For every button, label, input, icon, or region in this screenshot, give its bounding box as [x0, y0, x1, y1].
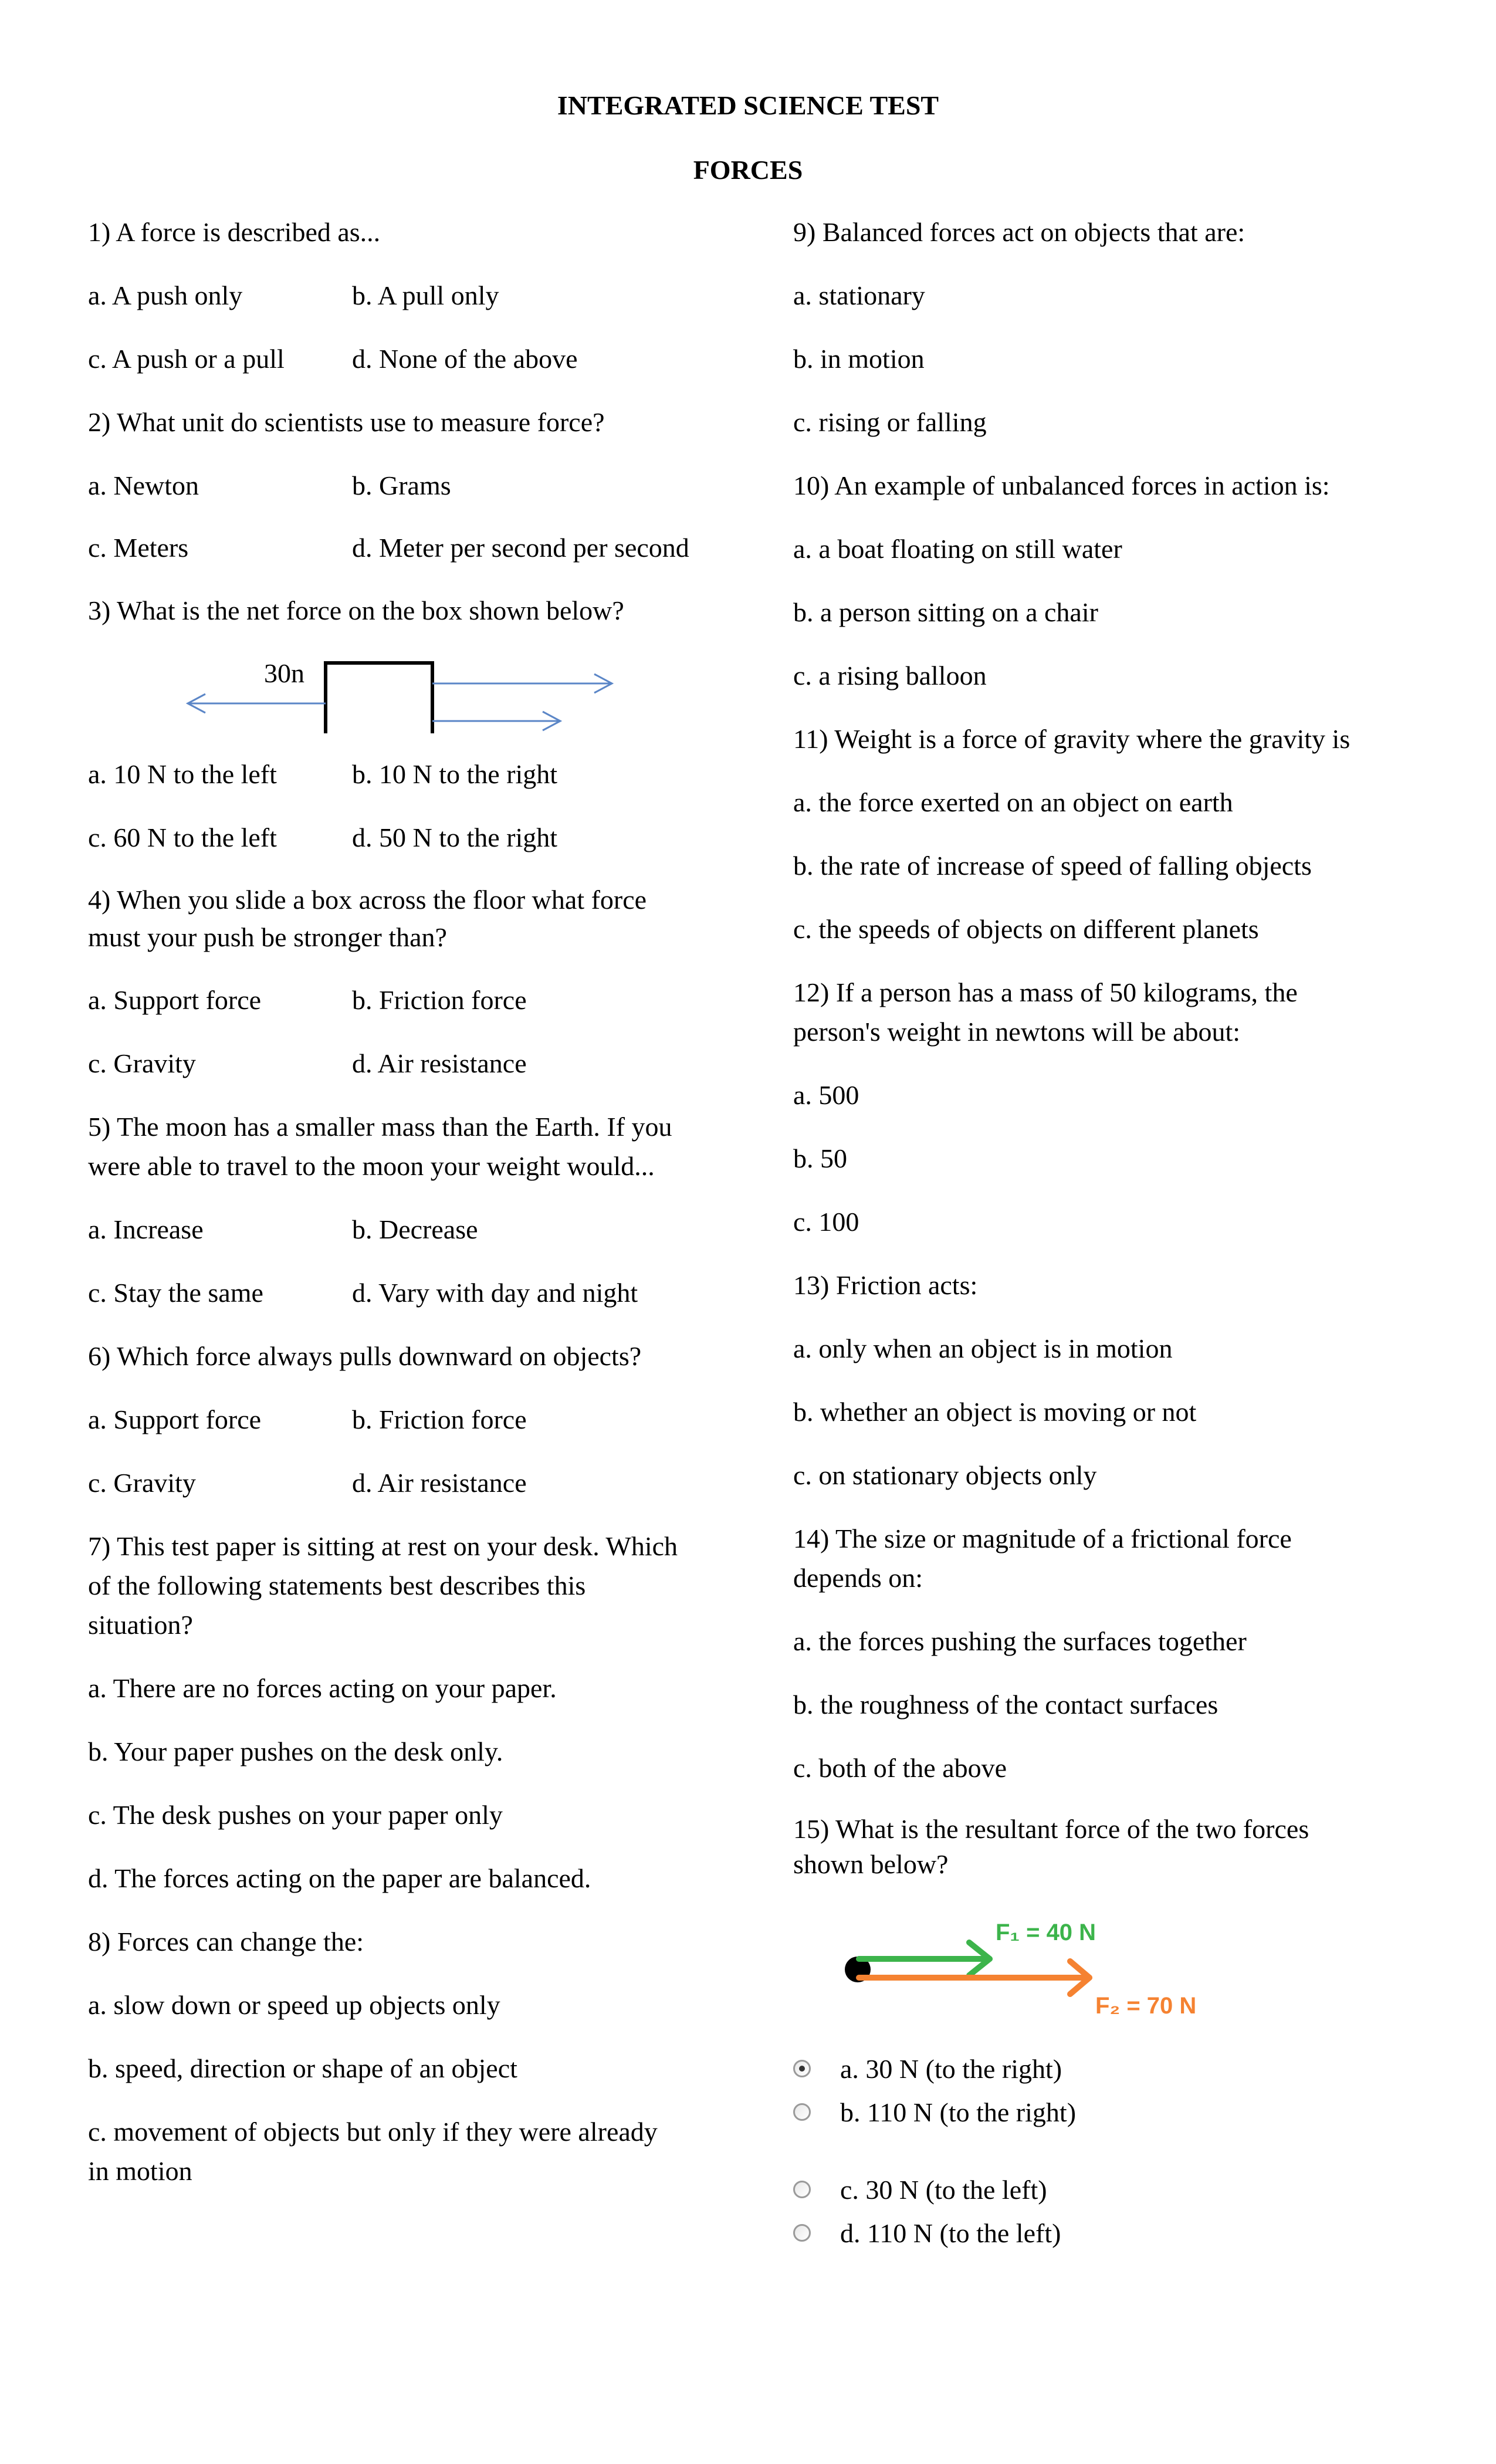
- option-d[interactable]: d. The forces acting on the paper are balanced.: [88, 1863, 591, 1893]
- option-a[interactable]: a. only when an object is in motion: [793, 1333, 1173, 1363]
- option-a[interactable]: a. stationary: [793, 280, 925, 310]
- option-a-label: a. 30 N (to the right): [840, 2053, 1062, 2084]
- f2-arrow: [859, 1961, 1089, 1994]
- option-b[interactable]: b. speed, direction or shape of an object: [88, 2053, 517, 2083]
- answer-option-c[interactable]: [793, 2168, 1439, 2211]
- radio-button[interactable]: [793, 2060, 811, 2077]
- option-b[interactable]: b. the roughness of the contact surfaces: [793, 1690, 1219, 1720]
- option-c[interactable]: c. Meters: [88, 533, 189, 563]
- right-arrow-top: [432, 674, 612, 693]
- option-c[interactable]: c. 60 N to the left: [88, 823, 277, 852]
- option-b-label: b. 110 N (to the right): [840, 2097, 1077, 2127]
- answer-option-d[interactable]: [793, 2211, 1439, 2255]
- option-b[interactable]: b. A pull only: [352, 280, 499, 310]
- answer-option-a[interactable]: [793, 2047, 1439, 2090]
- option-d[interactable]: d. Vary with day and night: [352, 1278, 638, 1308]
- question-10: 10) An example of unbalanced forces in action is:: [793, 471, 1330, 500]
- option-c[interactable]: c. the speeds of objects on different planets: [793, 914, 1259, 944]
- radio-button[interactable]: [793, 2224, 811, 2242]
- option-c[interactable]: c. 100: [793, 1207, 859, 1237]
- option-b[interactable]: b. Grams: [352, 471, 451, 500]
- option-a[interactable]: a. Support force: [88, 985, 262, 1015]
- options-row: [88, 1273, 722, 1312]
- option-c[interactable]: c. The desk pushes on your paper only: [88, 1800, 503, 1830]
- options-row: [88, 1463, 722, 1502]
- option-a[interactable]: a. slow down or speed up objects only: [88, 1990, 500, 2020]
- question-14: 14) The size or magnitude of a frictional force depends on:: [793, 1524, 1292, 1593]
- option-a[interactable]: a. the force exerted on an object on earth: [793, 787, 1233, 817]
- left-column: [88, 212, 722, 2215]
- question-2: 2) What unit do scientists use to measure force?: [88, 407, 605, 437]
- resultant-force-diagram: [793, 1906, 1439, 2029]
- option-b[interactable]: b. Your paper pushes on the desk only.: [88, 1737, 503, 1766]
- option-d[interactable]: d. Air resistance: [352, 1468, 527, 1498]
- options-row: [88, 466, 722, 505]
- question-9: 9) Balanced forces act on objects that are:: [793, 217, 1245, 247]
- option-d-label: d. 110 N (to the left): [840, 2218, 1061, 2248]
- box: [326, 663, 432, 733]
- question-7: 7) This test paper is sitting at rest on your desk. Which of the following statements best describes this situation?: [88, 1531, 678, 1640]
- option-a[interactable]: a. Newton: [88, 471, 199, 500]
- option-b[interactable]: b. 50: [793, 1143, 847, 1173]
- question-15: 15) What is the resultant force of the two forces shown below?: [793, 1814, 1309, 1879]
- option-d[interactable]: d. 50 N to the right: [352, 823, 558, 852]
- question-4: 4) When you slide a box across the floor what force must your push be stronger than?: [88, 885, 647, 952]
- option-c[interactable]: c. a rising balloon: [793, 661, 987, 691]
- question-8: 8) Forces can change the:: [88, 1927, 364, 1957]
- option-a[interactable]: a. A push only: [88, 280, 243, 310]
- page-title: INTEGRATED SCIENCE TEST: [557, 90, 939, 120]
- options-row: [88, 1210, 722, 1249]
- option-c[interactable]: c. on stationary objects only: [793, 1460, 1097, 1490]
- right-arrow-bottom: [432, 712, 560, 730]
- option-b[interactable]: b. Decrease: [352, 1214, 478, 1244]
- right-column: [793, 212, 1439, 2255]
- f1-label: F₁ = 40 N: [996, 1920, 1096, 1945]
- question-5: 5) The moon has a smaller mass than the Earth. If you were able to travel to the moon your weight would...: [88, 1112, 672, 1181]
- option-c-label: c. 30 N (to the left): [840, 2174, 1047, 2205]
- option-c[interactable]: c. A push or a pull: [88, 344, 285, 374]
- option-b[interactable]: b. a person sitting on a chair: [793, 597, 1098, 627]
- option-a[interactable]: a. There are no forces acting on your paper.: [88, 1673, 557, 1703]
- option-d[interactable]: d. Meter per second per second: [352, 533, 689, 563]
- f2-label: F₂ = 70 N: [1095, 1993, 1197, 2019]
- option-c[interactable]: c. Gravity: [88, 1468, 196, 1498]
- options-row: [88, 818, 722, 857]
- option-b[interactable]: b. 10 N to the right: [352, 759, 558, 789]
- options-row: [88, 339, 722, 378]
- options-row: [88, 980, 722, 1020]
- question-1: 1) A force is described as...: [88, 217, 381, 247]
- page-subtitle: FORCES: [693, 155, 803, 185]
- question-11: 11) Weight is a force of gravity where the gravity is: [793, 724, 1351, 754]
- options-row: [88, 1044, 722, 1083]
- option-d[interactable]: d. Air resistance: [352, 1048, 527, 1078]
- option-a[interactable]: a. the forces pushing the surfaces together: [793, 1626, 1247, 1656]
- option-c[interactable]: c. movement of objects but only if they were already in motion: [88, 2117, 658, 2186]
- option-c[interactable]: c. Gravity: [88, 1048, 196, 1078]
- question-3: 3) What is the net force on the box shown below?: [88, 595, 624, 625]
- f1-arrow: [859, 1942, 990, 1975]
- box-force-diagram: [88, 654, 722, 733]
- radio-button[interactable]: [793, 2181, 811, 2198]
- options-row: [88, 529, 722, 567]
- question-12: 12) If a person has a mass of 50 kilograms, the person's weight in newtons will be about:: [793, 977, 1298, 1047]
- option-c[interactable]: c. both of the above: [793, 1753, 1007, 1783]
- option-c[interactable]: c. Stay the same: [88, 1278, 263, 1308]
- option-a[interactable]: a. 10 N to the left: [88, 759, 277, 789]
- option-b[interactable]: b. whether an object is moving or not: [793, 1397, 1197, 1427]
- option-b[interactable]: b. Friction force: [352, 985, 527, 1015]
- option-d[interactable]: d. None of the above: [352, 344, 578, 374]
- options-row: [88, 276, 722, 315]
- force-label: 30n: [264, 658, 304, 688]
- option-a[interactable]: a. Support force: [88, 1404, 262, 1434]
- option-c[interactable]: c. rising or falling: [793, 407, 987, 437]
- option-a[interactable]: a. Increase: [88, 1214, 204, 1244]
- answer-option-b[interactable]: [793, 2090, 1439, 2134]
- options-row: [88, 1400, 722, 1439]
- question-6: 6) Which force always pulls downward on objects?: [88, 1341, 642, 1371]
- option-b[interactable]: b. in motion: [793, 344, 925, 374]
- option-a[interactable]: a. a boat floating on still water: [793, 534, 1122, 564]
- option-a[interactable]: a. 500: [793, 1080, 859, 1110]
- radio-button[interactable]: [793, 2103, 811, 2121]
- question-13: 13) Friction acts:: [793, 1270, 978, 1300]
- option-b[interactable]: b. Friction force: [352, 1404, 527, 1434]
- option-b[interactable]: b. the rate of increase of speed of falling objects: [793, 851, 1312, 881]
- options-row: [88, 754, 722, 794]
- left-arrow: [188, 694, 326, 713]
